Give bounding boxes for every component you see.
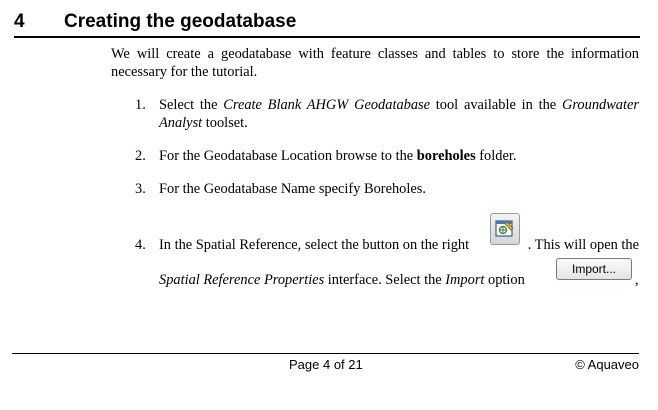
- text-run: interface. Select the: [324, 272, 446, 288]
- option-name: Import: [445, 272, 485, 288]
- step-4-line-1b: . This will open the: [527, 237, 639, 253]
- section-number: 4: [14, 11, 25, 32]
- step-text: [159, 147, 639, 165]
- text-run: toolset.: [202, 115, 248, 131]
- import-button[interactable]: Import...: [556, 258, 632, 280]
- step-text: [159, 96, 639, 132]
- step-3-line-1: For the Geodatabase Name specify Boreholes.: [159, 181, 426, 197]
- section-title: Creating the geodatabase: [64, 11, 297, 32]
- step-4-line-1a: In the Spatial Reference, select the button on the right: [159, 237, 470, 253]
- step-number: 4.: [135, 237, 146, 253]
- intro-line-2: necessary for the tutorial.: [111, 64, 258, 80]
- toolset-name-part: Analyst: [159, 115, 203, 131]
- step-number: 2.: [135, 148, 146, 164]
- step-number: 1.: [135, 97, 146, 113]
- dialog-name: Spatial Reference Properties: [159, 272, 325, 288]
- step-1-line-1: [159, 96, 639, 114]
- spatial-reference-button[interactable]: [490, 213, 520, 245]
- spatial-reference-properties-icon: [495, 219, 515, 239]
- step-number: 3.: [135, 181, 146, 197]
- text-run: Select the: [159, 97, 224, 113]
- footer-divider: [12, 353, 639, 354]
- section-heading: [14, 8, 644, 35]
- trailing-comma: ,: [635, 272, 639, 288]
- step-2-line-1: [159, 147, 639, 165]
- text-run: option: [484, 272, 525, 288]
- heading-divider: [14, 36, 640, 38]
- text-run: For the Geodatabase Location browse to the: [159, 148, 417, 164]
- step-text: [159, 180, 639, 198]
- text-run: folder.: [475, 148, 517, 164]
- folder-name: boreholes: [416, 148, 476, 164]
- intro-paragraph: [111, 45, 639, 81]
- text-run: tool available in the: [430, 97, 562, 113]
- step-4-line-2: [159, 271, 525, 289]
- intro-line-1: We will create a geodatabase with feature classes and tables to store the information: [111, 46, 639, 62]
- toolset-name-part: Groundwater: [561, 97, 639, 113]
- tool-name: Create Blank AHGW Geodatabase: [223, 97, 431, 113]
- step-1-line-2: [159, 114, 639, 132]
- page-number: Page 4 of 21: [289, 357, 363, 372]
- copyright-notice: © Aquaveo: [575, 357, 639, 372]
